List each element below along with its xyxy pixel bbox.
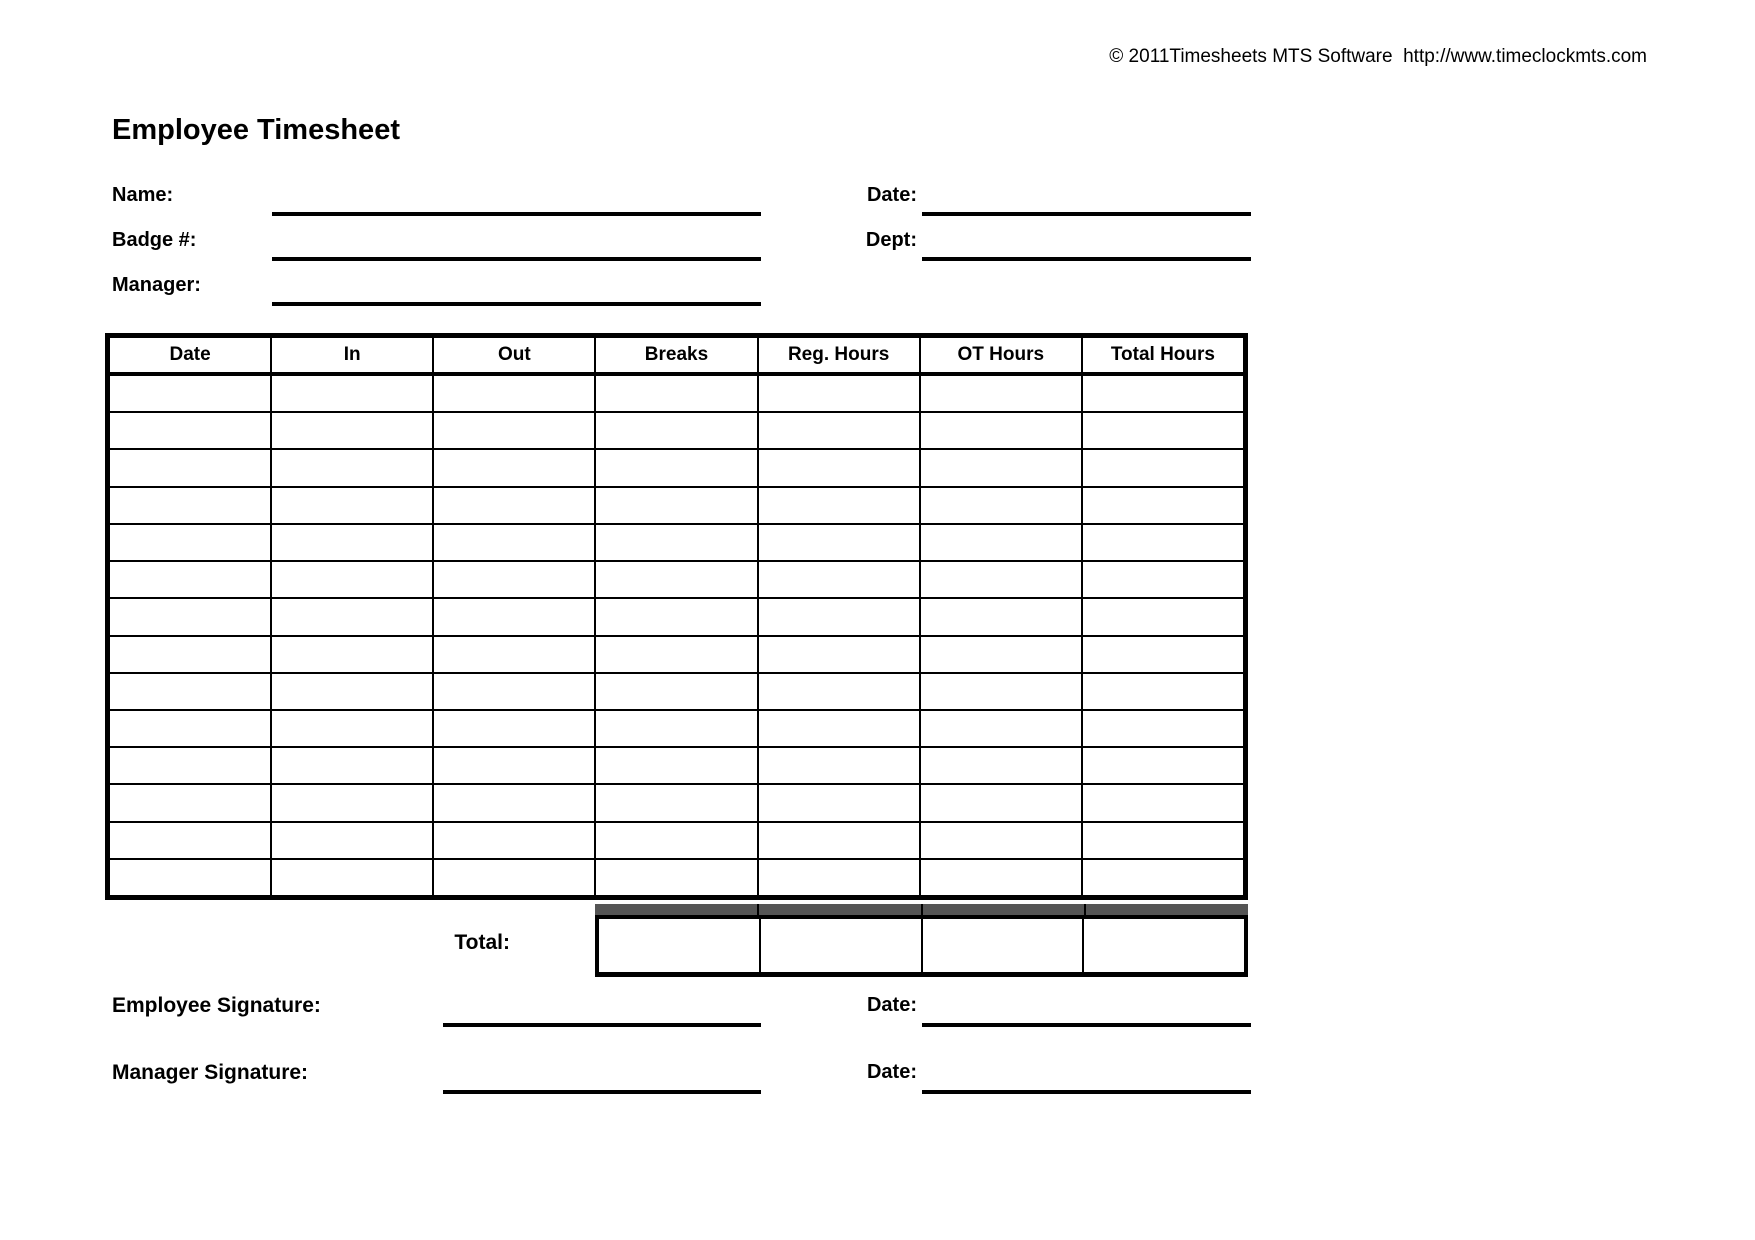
table-cell[interactable]: [434, 823, 596, 858]
table-cell[interactable]: [596, 637, 758, 672]
table-cell[interactable]: [759, 488, 921, 523]
table-cell[interactable]: [1083, 711, 1243, 746]
table-cell[interactable]: [1083, 413, 1243, 448]
table-row: [110, 674, 1243, 711]
table-cell[interactable]: [596, 562, 758, 597]
table-cell[interactable]: [434, 488, 596, 523]
table-cell[interactable]: [434, 450, 596, 485]
table-cell[interactable]: [921, 748, 1083, 783]
table-cell[interactable]: [596, 860, 758, 895]
table-row: [110, 376, 1243, 413]
table-cell[interactable]: [759, 748, 921, 783]
table-cell[interactable]: [1083, 599, 1243, 634]
total-cell[interactable]: [761, 919, 923, 972]
table-cell[interactable]: [110, 488, 272, 523]
employee-signature-label: Employee Signature:: [112, 994, 321, 1017]
table-cell[interactable]: [1083, 376, 1243, 411]
manager-input-line[interactable]: [272, 302, 761, 306]
band-segment: [595, 904, 759, 915]
table-row: [110, 450, 1243, 487]
table-cell[interactable]: [921, 599, 1083, 634]
table-cell[interactable]: [272, 823, 434, 858]
table-cell[interactable]: [110, 748, 272, 783]
table-cell[interactable]: [434, 785, 596, 820]
total-cell[interactable]: [599, 919, 761, 972]
table-cell[interactable]: [1083, 823, 1243, 858]
table-cell[interactable]: [272, 562, 434, 597]
table-cell[interactable]: [921, 450, 1083, 485]
badge-label: Badge #:: [112, 229, 197, 251]
table-cell[interactable]: [110, 711, 272, 746]
table-cell[interactable]: [434, 599, 596, 634]
table-cell[interactable]: [759, 823, 921, 858]
table-cell[interactable]: [921, 711, 1083, 746]
table-cell[interactable]: [110, 450, 272, 485]
band-segment: [923, 904, 1087, 915]
table-cell[interactable]: [596, 525, 758, 560]
table-cell[interactable]: [434, 637, 596, 672]
table-cell[interactable]: [921, 674, 1083, 709]
table-cell[interactable]: [434, 525, 596, 560]
table-cell[interactable]: [434, 711, 596, 746]
table-cell[interactable]: [110, 599, 272, 634]
table-row: [110, 860, 1243, 895]
table-cell[interactable]: [272, 860, 434, 895]
table-cell[interactable]: [759, 860, 921, 895]
table-cell[interactable]: [759, 413, 921, 448]
table-header-row: [110, 338, 1243, 376]
table-cell[interactable]: [759, 376, 921, 411]
table-cell[interactable]: [921, 785, 1083, 820]
manager-date-line[interactable]: [922, 1090, 1251, 1094]
table-cell[interactable]: [272, 413, 434, 448]
date-label: Date:: [866, 184, 917, 206]
table-cell[interactable]: [596, 413, 758, 448]
total-separator-band: [595, 904, 1248, 915]
table-cell[interactable]: [921, 637, 1083, 672]
table-cell[interactable]: [1083, 637, 1243, 672]
table-row: [110, 711, 1243, 748]
table-cell[interactable]: [759, 562, 921, 597]
table-cell[interactable]: [921, 488, 1083, 523]
table-cell[interactable]: [272, 488, 434, 523]
table-cell[interactable]: [759, 785, 921, 820]
table-cell[interactable]: [272, 748, 434, 783]
table-row: [110, 785, 1243, 822]
table-cell[interactable]: [434, 748, 596, 783]
date-input-line[interactable]: [922, 212, 1251, 216]
table-cell[interactable]: [1083, 748, 1243, 783]
table-row: [110, 599, 1243, 636]
table-cell[interactable]: [272, 376, 434, 411]
column-header-in: In: [272, 338, 434, 372]
table-cell[interactable]: [759, 525, 921, 560]
column-header-reg-hours: Reg. Hours: [759, 338, 921, 372]
table-cell[interactable]: [1083, 674, 1243, 709]
table-row: [110, 637, 1243, 674]
column-header-total-hours: Total Hours: [1110, 344, 1215, 365]
table-cell[interactable]: [110, 785, 272, 820]
manager-signature-line[interactable]: [443, 1090, 761, 1094]
table-cell[interactable]: [596, 674, 758, 709]
manager-signature-label: Manager Signature:: [112, 1061, 309, 1084]
total-cell[interactable]: [1084, 919, 1244, 972]
table-cell[interactable]: [434, 376, 596, 411]
table-cell[interactable]: [1083, 488, 1243, 523]
dept-label: Dept:: [865, 229, 917, 251]
table-row: [110, 413, 1243, 450]
table-cell[interactable]: [110, 376, 272, 411]
table-row: [110, 525, 1243, 562]
column-header-date: Date: [110, 338, 272, 372]
employee-signature-line[interactable]: [443, 1023, 761, 1027]
table-cell[interactable]: [596, 823, 758, 858]
table-row: [110, 562, 1243, 599]
column-header-ot-hours: OT Hours: [921, 338, 1083, 372]
dept-input-line[interactable]: [922, 257, 1251, 261]
manager-date-label: Date:: [866, 1061, 917, 1083]
table-cell[interactable]: [272, 599, 434, 634]
table-cell[interactable]: [272, 525, 434, 560]
band-segment: [759, 904, 923, 915]
table-cell[interactable]: [596, 488, 758, 523]
table-cell[interactable]: [759, 599, 921, 634]
table-row: [110, 748, 1243, 785]
table-cell[interactable]: [759, 674, 921, 709]
band-segment: [1086, 904, 1248, 915]
total-cell[interactable]: [923, 919, 1085, 972]
table-cell[interactable]: [1083, 450, 1243, 485]
table-cell[interactable]: [434, 562, 596, 597]
name-input-line[interactable]: [272, 212, 761, 216]
table-cell[interactable]: [110, 674, 272, 709]
table-cell[interactable]: [921, 562, 1083, 597]
table-row: [110, 823, 1243, 860]
table-cell[interactable]: [1083, 860, 1243, 895]
table-cell[interactable]: [596, 450, 758, 485]
table-cell[interactable]: [110, 525, 272, 560]
column-header-breaks: Breaks: [596, 338, 758, 372]
table-cell[interactable]: [272, 450, 434, 485]
table-cell[interactable]: [596, 748, 758, 783]
table-cell[interactable]: [272, 711, 434, 746]
table-cell[interactable]: [921, 860, 1083, 895]
manager-label: Manager:: [112, 274, 201, 296]
table-cell[interactable]: [110, 562, 272, 597]
table-cell[interactable]: [1083, 525, 1243, 560]
table-cell[interactable]: [596, 599, 758, 634]
total-label: Total:: [454, 931, 510, 954]
table-cell[interactable]: [110, 637, 272, 672]
table-cell[interactable]: [596, 711, 758, 746]
table-cell[interactable]: [1083, 562, 1243, 597]
table-cell[interactable]: [434, 413, 596, 448]
table-cell[interactable]: [434, 860, 596, 895]
page-title: Employee Timesheet: [112, 114, 400, 146]
copyright-text: © 2011Timesheets MTS Software http://www.timeclockmts.com: [1109, 46, 1647, 67]
table-cell[interactable]: [110, 413, 272, 448]
table-row: [110, 488, 1243, 525]
table-cell[interactable]: [759, 637, 921, 672]
table-cell[interactable]: [110, 823, 272, 858]
table-cell[interactable]: [921, 376, 1083, 411]
table-cell[interactable]: [434, 674, 596, 709]
employee-date-line[interactable]: [922, 1023, 1251, 1027]
table-cell[interactable]: [596, 785, 758, 820]
table-cell[interactable]: [921, 823, 1083, 858]
table-cell[interactable]: [759, 450, 921, 485]
table-cell[interactable]: [759, 711, 921, 746]
name-label: Name:: [112, 184, 174, 206]
total-row: [595, 915, 1248, 977]
table-cell[interactable]: [110, 860, 272, 895]
badge-input-line[interactable]: [272, 257, 761, 261]
table-cell[interactable]: [1083, 785, 1243, 820]
timesheet-table: [105, 333, 1248, 900]
table-cell[interactable]: [272, 637, 434, 672]
table-cell[interactable]: [921, 525, 1083, 560]
employee-date-label: Date:: [866, 994, 917, 1016]
table-cell[interactable]: [272, 785, 434, 820]
column-header-out: Out: [434, 338, 596, 372]
table-cell[interactable]: [596, 376, 758, 411]
table-cell[interactable]: [272, 674, 434, 709]
table-cell[interactable]: [921, 413, 1083, 448]
